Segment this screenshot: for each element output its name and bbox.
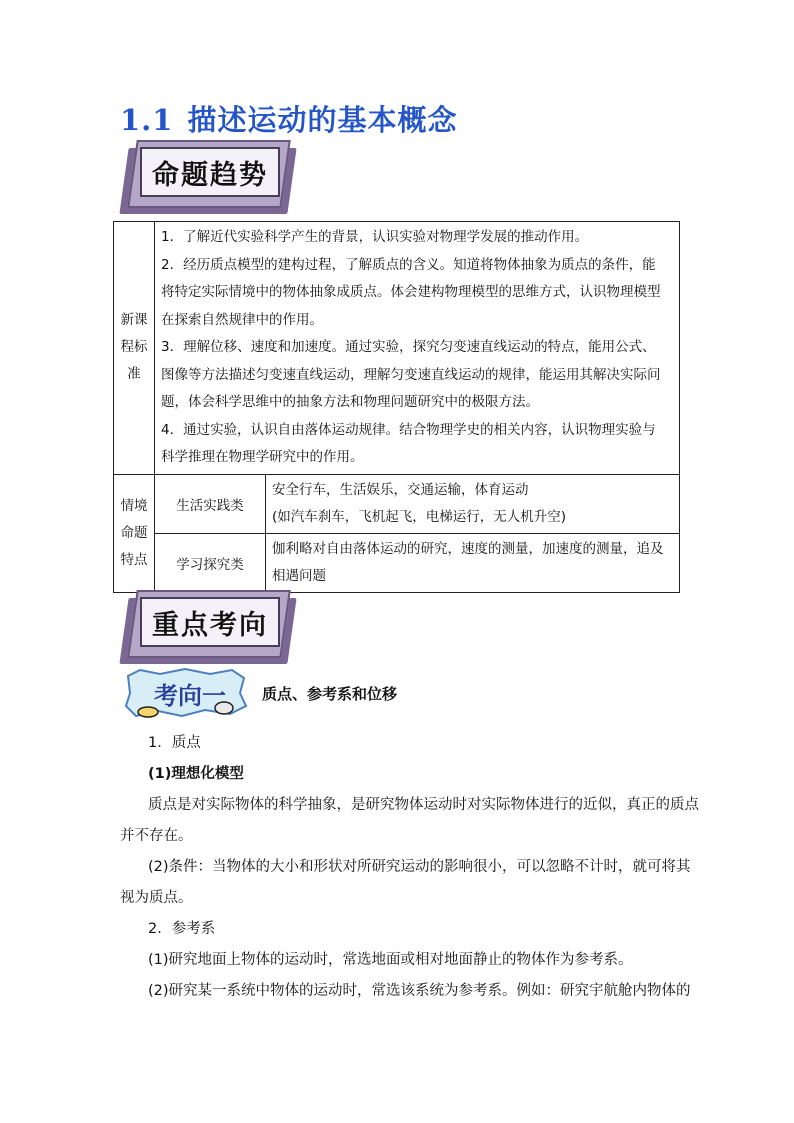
topic-heading: 质点、参考系和位移 — [262, 685, 398, 703]
trend-banner-label: 命题趋势 — [140, 147, 280, 197]
page-title — [120, 98, 457, 139]
table-row — [114, 474, 680, 533]
context-life-content: 安全行车，生活娱乐，交通运输，体育运动 (如汽车刹车，飞机起飞，电梯运行，无人机升空) — [266, 474, 680, 533]
paragraph-text: (1)研究地面上物体的运动时，常选地面或相对地面静止的物体作为参考系。 — [148, 952, 633, 968]
paragraph-text: 视为质点。 — [120, 890, 193, 906]
focus-banner-label: 重点考向 — [140, 597, 280, 647]
context-type-life: 生活实践类 — [155, 474, 266, 533]
paragraph-text: 并不存在。 — [120, 828, 193, 844]
trend-banner — [118, 140, 294, 218]
topic-badge — [120, 666, 250, 720]
heading-particle: 1．质点 — [148, 735, 201, 751]
standard-content: 1．了解近代实验科学产生的背景，认识实验对物理学发展的推动作用。 2．经历质点模型的建构过程，了解质点的含义。知道将物体抽象为质点的条件，能 将特定实际情境中的物体抽象成质点。体会建构物理模型的思维方式，认识物理模型 在探索自然规律中的作用。 3．理解位移、速度和加速度。通过实验，探究匀变速直线运动的特点，能用公式、 图像等方法描述匀变速直线运动，理解匀变速直线运动的规律，能运用其解决实际问 题，体会科学思维中的抽象方法和物理问题研究中的极限方法。 4．通过实验，认识自由落体运动规律。结合物理学史的相关内容，认识物理实验与 科学推理在物理学研究中的作用。 — [155, 222, 680, 475]
focus-banner — [118, 590, 294, 668]
section-title: 描述运动的基本概念 — [187, 103, 458, 137]
badge-label: 考向一 — [154, 681, 226, 710]
context-study-content: 伽利略对自由落体运动的研究，速度的测量，加速度的测量，追及 相遇问题 — [266, 533, 680, 592]
curriculum-table — [113, 221, 680, 593]
context-label: 情境 命题 特点 — [114, 474, 155, 592]
paragraph-text: (2)条件：当物体的大小和形状对所研究运动的影响很小，可以忽略不计时，就可将其 — [148, 859, 691, 875]
subheading-ideal-model: (1)理想化模型 — [148, 766, 244, 782]
standard-label: 新课 程标 准 — [114, 222, 155, 475]
paragraph-text: (2)研究某一系统中物体的运动时，常选该系统为参考系。例如：研究宇航舱内物体的 — [148, 983, 691, 999]
heading-reference-frame: 2．参考系 — [148, 921, 216, 937]
section-number: 1.1 — [120, 103, 174, 137]
table-row — [114, 533, 680, 592]
paragraph-text: 质点是对实际物体的科学抽象，是研究物体运动时对实际物体进行的近似，真正的质点 — [148, 797, 699, 813]
context-type-study: 学习探究类 — [155, 533, 266, 592]
table-row — [114, 222, 680, 475]
